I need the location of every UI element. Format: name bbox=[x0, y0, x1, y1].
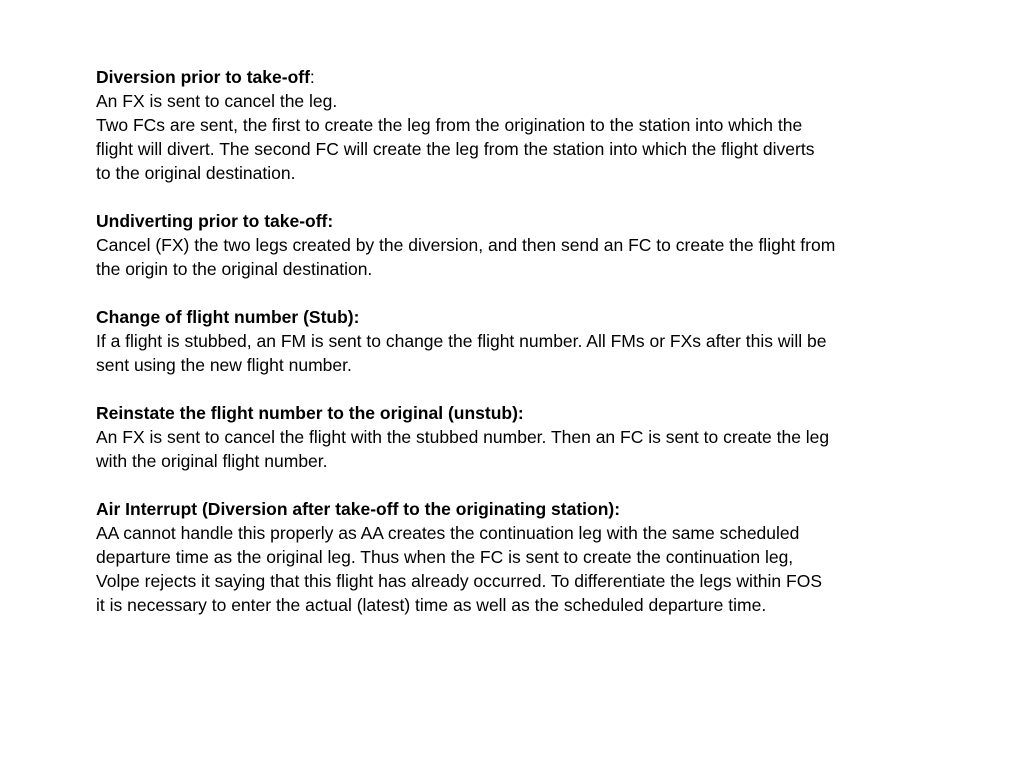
body-line: departure time as the original leg. Thus when the FC is sent to create the continuation leg, bbox=[96, 547, 794, 567]
body-line: Two FCs are sent, the first to create the leg from the origination to the station into which the bbox=[96, 115, 803, 135]
section-heading: Air Interrupt (Diversion after take-off to the originating station): bbox=[96, 499, 621, 519]
body-line: it is necessary to enter the actual (latest) time as well as the scheduled departure time. bbox=[96, 595, 767, 615]
section-heading-line bbox=[96, 65, 946, 89]
section-heading-suffix: : bbox=[309, 67, 315, 87]
section-reinstate-flight-number bbox=[96, 401, 946, 473]
body-line: An FX is sent to cancel the leg. bbox=[96, 91, 338, 111]
slide-body bbox=[96, 65, 946, 641]
body-line: AA cannot handle this properly as AA creates the continuation leg with the same scheduled bbox=[96, 523, 800, 543]
body-line: flight will divert. The second FC will create the leg from the station into which the flight diverts bbox=[96, 139, 815, 159]
body-line: An FX is sent to cancel the flight with the stubbed number. Then an FC is sent to create the leg bbox=[96, 427, 830, 447]
section-diversion-prior-to-take-off bbox=[96, 65, 946, 185]
section-air-interrupt bbox=[96, 497, 946, 617]
body-line: Volpe rejects it saying that this flight has already occurred. To differentiate the legs within FOS bbox=[96, 571, 822, 591]
body-line: sent using the new flight number. bbox=[96, 355, 352, 375]
section-change-of-flight-number bbox=[96, 305, 946, 377]
body-line: If a flight is stubbed, an FM is sent to change the flight number. All FMs or FXs after this will be bbox=[96, 331, 827, 351]
section-heading: Undiverting prior to take-off: bbox=[96, 211, 334, 231]
section-heading: Diversion prior to take-off bbox=[96, 67, 310, 87]
body-line: to the original destination. bbox=[96, 163, 296, 183]
body-line: the origin to the original destination. bbox=[96, 259, 373, 279]
section-heading: Reinstate the flight number to the original (unstub): bbox=[96, 403, 524, 423]
body-line: with the original flight number. bbox=[96, 451, 328, 471]
section-heading: Change of flight number (Stub): bbox=[96, 307, 360, 327]
body-line: Cancel (FX) the two legs created by the diversion, and then send an FC to create the flight from bbox=[96, 235, 836, 255]
section-undiverting-prior-to-take-off bbox=[96, 209, 946, 281]
